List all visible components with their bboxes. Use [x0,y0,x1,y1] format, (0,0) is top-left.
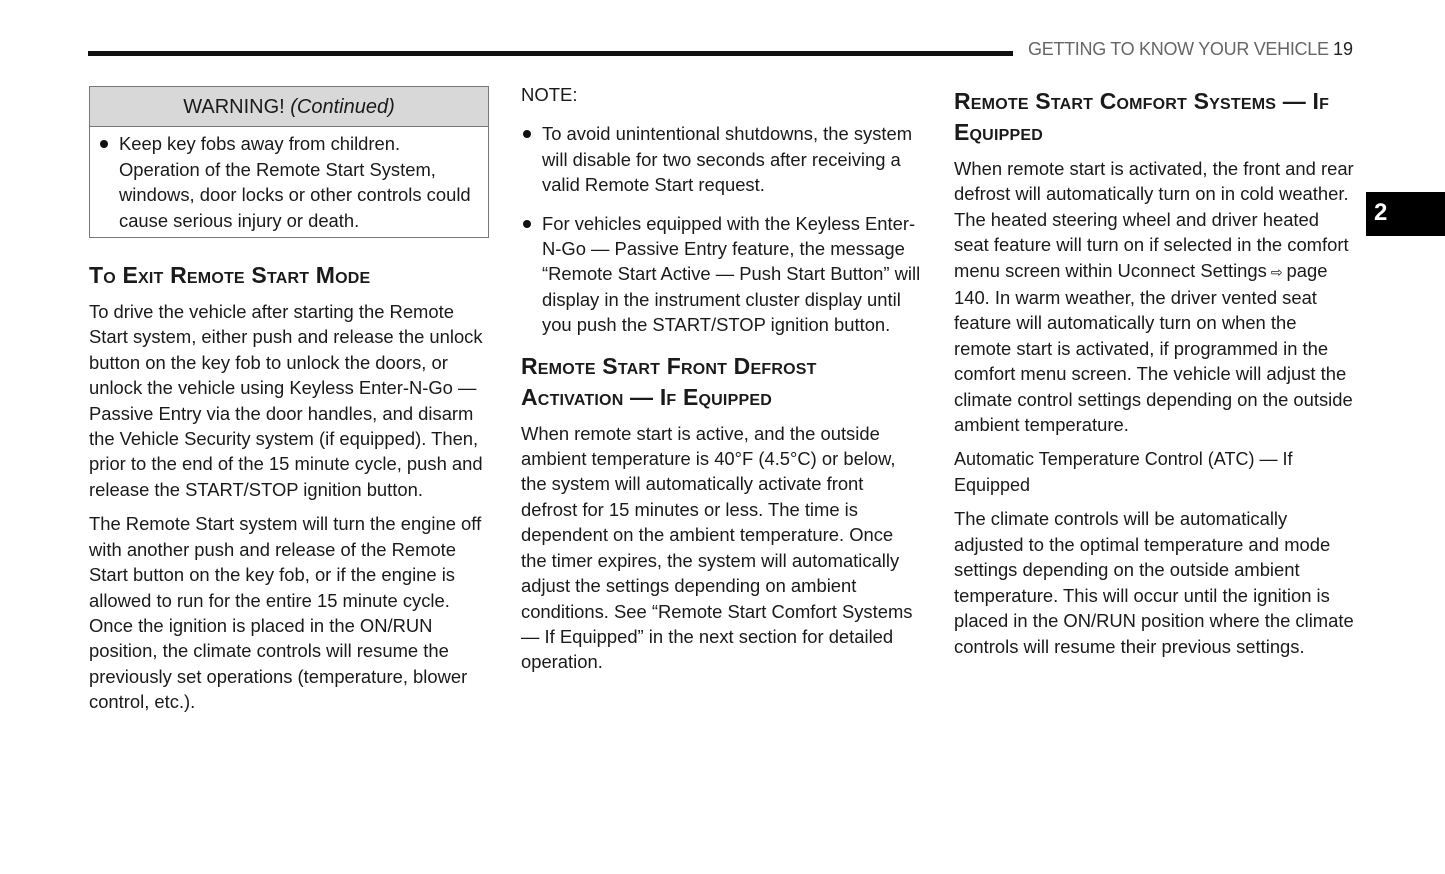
page-reference-arrow-icon: ⇨ [1270,263,1283,280]
warning-header [90,87,488,127]
heading-front-defrost: Remote Start Front Defrost Activation — If Equipped [521,352,817,410]
heading-exit-remote-start: To Exit Remote Start Mode [89,262,371,289]
column-right [954,86,1356,668]
note-label: NOTE: [521,84,578,105]
paragraph: The Remote Start system will turn the engine off with another push and release of the Remote Start button on the key fob, or if the engine is allowed to run for the entire 15 minute cycle. Once the ignition is placed in the ON/RUN position, the climate controls will resume the previously set operations (temperature, blower control, etc.). [89,513,482,713]
paragraph: The climate controls will be automatically adjusted to the optimal temperature and mode settings depending on the outside ambient temperature. This will occur until the ignition is placed in the ON/RUN position where the climate controls will resume their previous settings. [954,508,1354,657]
warning-continued: (Continued) [290,96,395,118]
paragraph: When remote start is active, and the outside ambient temperature is 40°F (4.5°C) or below, the system will automatically activate front defrost for 15 minutes or less. The time is dependent on the ambient temperature. Once the timer expires, the system will automatically adjust the settings depending on ambient conditions. See “Remote Start Comfort Systems — If Equipped” in the next section for detailed operation. [521,422,913,673]
section-title: GETTING TO KNOW YOUR VEHICLE [1028,39,1329,59]
paragraph: When remote start is activated, the front and rear defrost will automatically turn on in cold weather. The heated steering wheel and driver heated seat feature will turn on if selected in the comfort menu screen within Uconnect Settings ⇨ page 140. In warm weather, the driver vented seat feature will automatically turn on when the remote start is activated, if programmed in the comfort menu screen. The vehicle will adjust the climate control settings depending on the outside ambient temperature. [954,158,1354,436]
warning-item: Keep key fobs away from children. Operation of the Remote Start System, windows, door locks or other controls could cause serious injury or death. [98,131,478,233]
header-rule [88,51,1013,56]
column-left [89,86,491,724]
chapter-tab: 2 [1366,192,1445,236]
note-item: To avoid unintentional shutdowns, the system will disable for two seconds after receiving a valid Remote Start request. [521,121,923,197]
column-middle [521,86,923,684]
page-number: 19 [1333,39,1354,59]
subheading-atc: Automatic Temperature Control (ATC) — If Equipped [954,449,1293,496]
warning-title: WARNING! [183,96,285,118]
page-reference-link[interactable]: page 140. [954,259,1328,309]
warning-box [89,86,489,238]
paragraph: To drive the vehicle after starting the Remote Start system, either push and release the unlock button on the key fob to unlock the doors, or unlock the vehicle using Keyless Enter-N-Go — Passive Entry via the door handles, and disarm the Vehicle Security system (if equipped). Then, prior to the end of the 15 minute cycle, push and release the START/STOP ignition button. [89,301,483,500]
note-item: For vehicles equipped with the Keyless Enter-N-Go — Passive Entry feature, the message “Remote Start Active — Push Start Button” will display in the instrument cluster display until you push the START/STOP ignition button. [521,211,923,338]
heading-comfort-systems: Remote Start Comfort Systems — If Equipped [954,88,1330,145]
